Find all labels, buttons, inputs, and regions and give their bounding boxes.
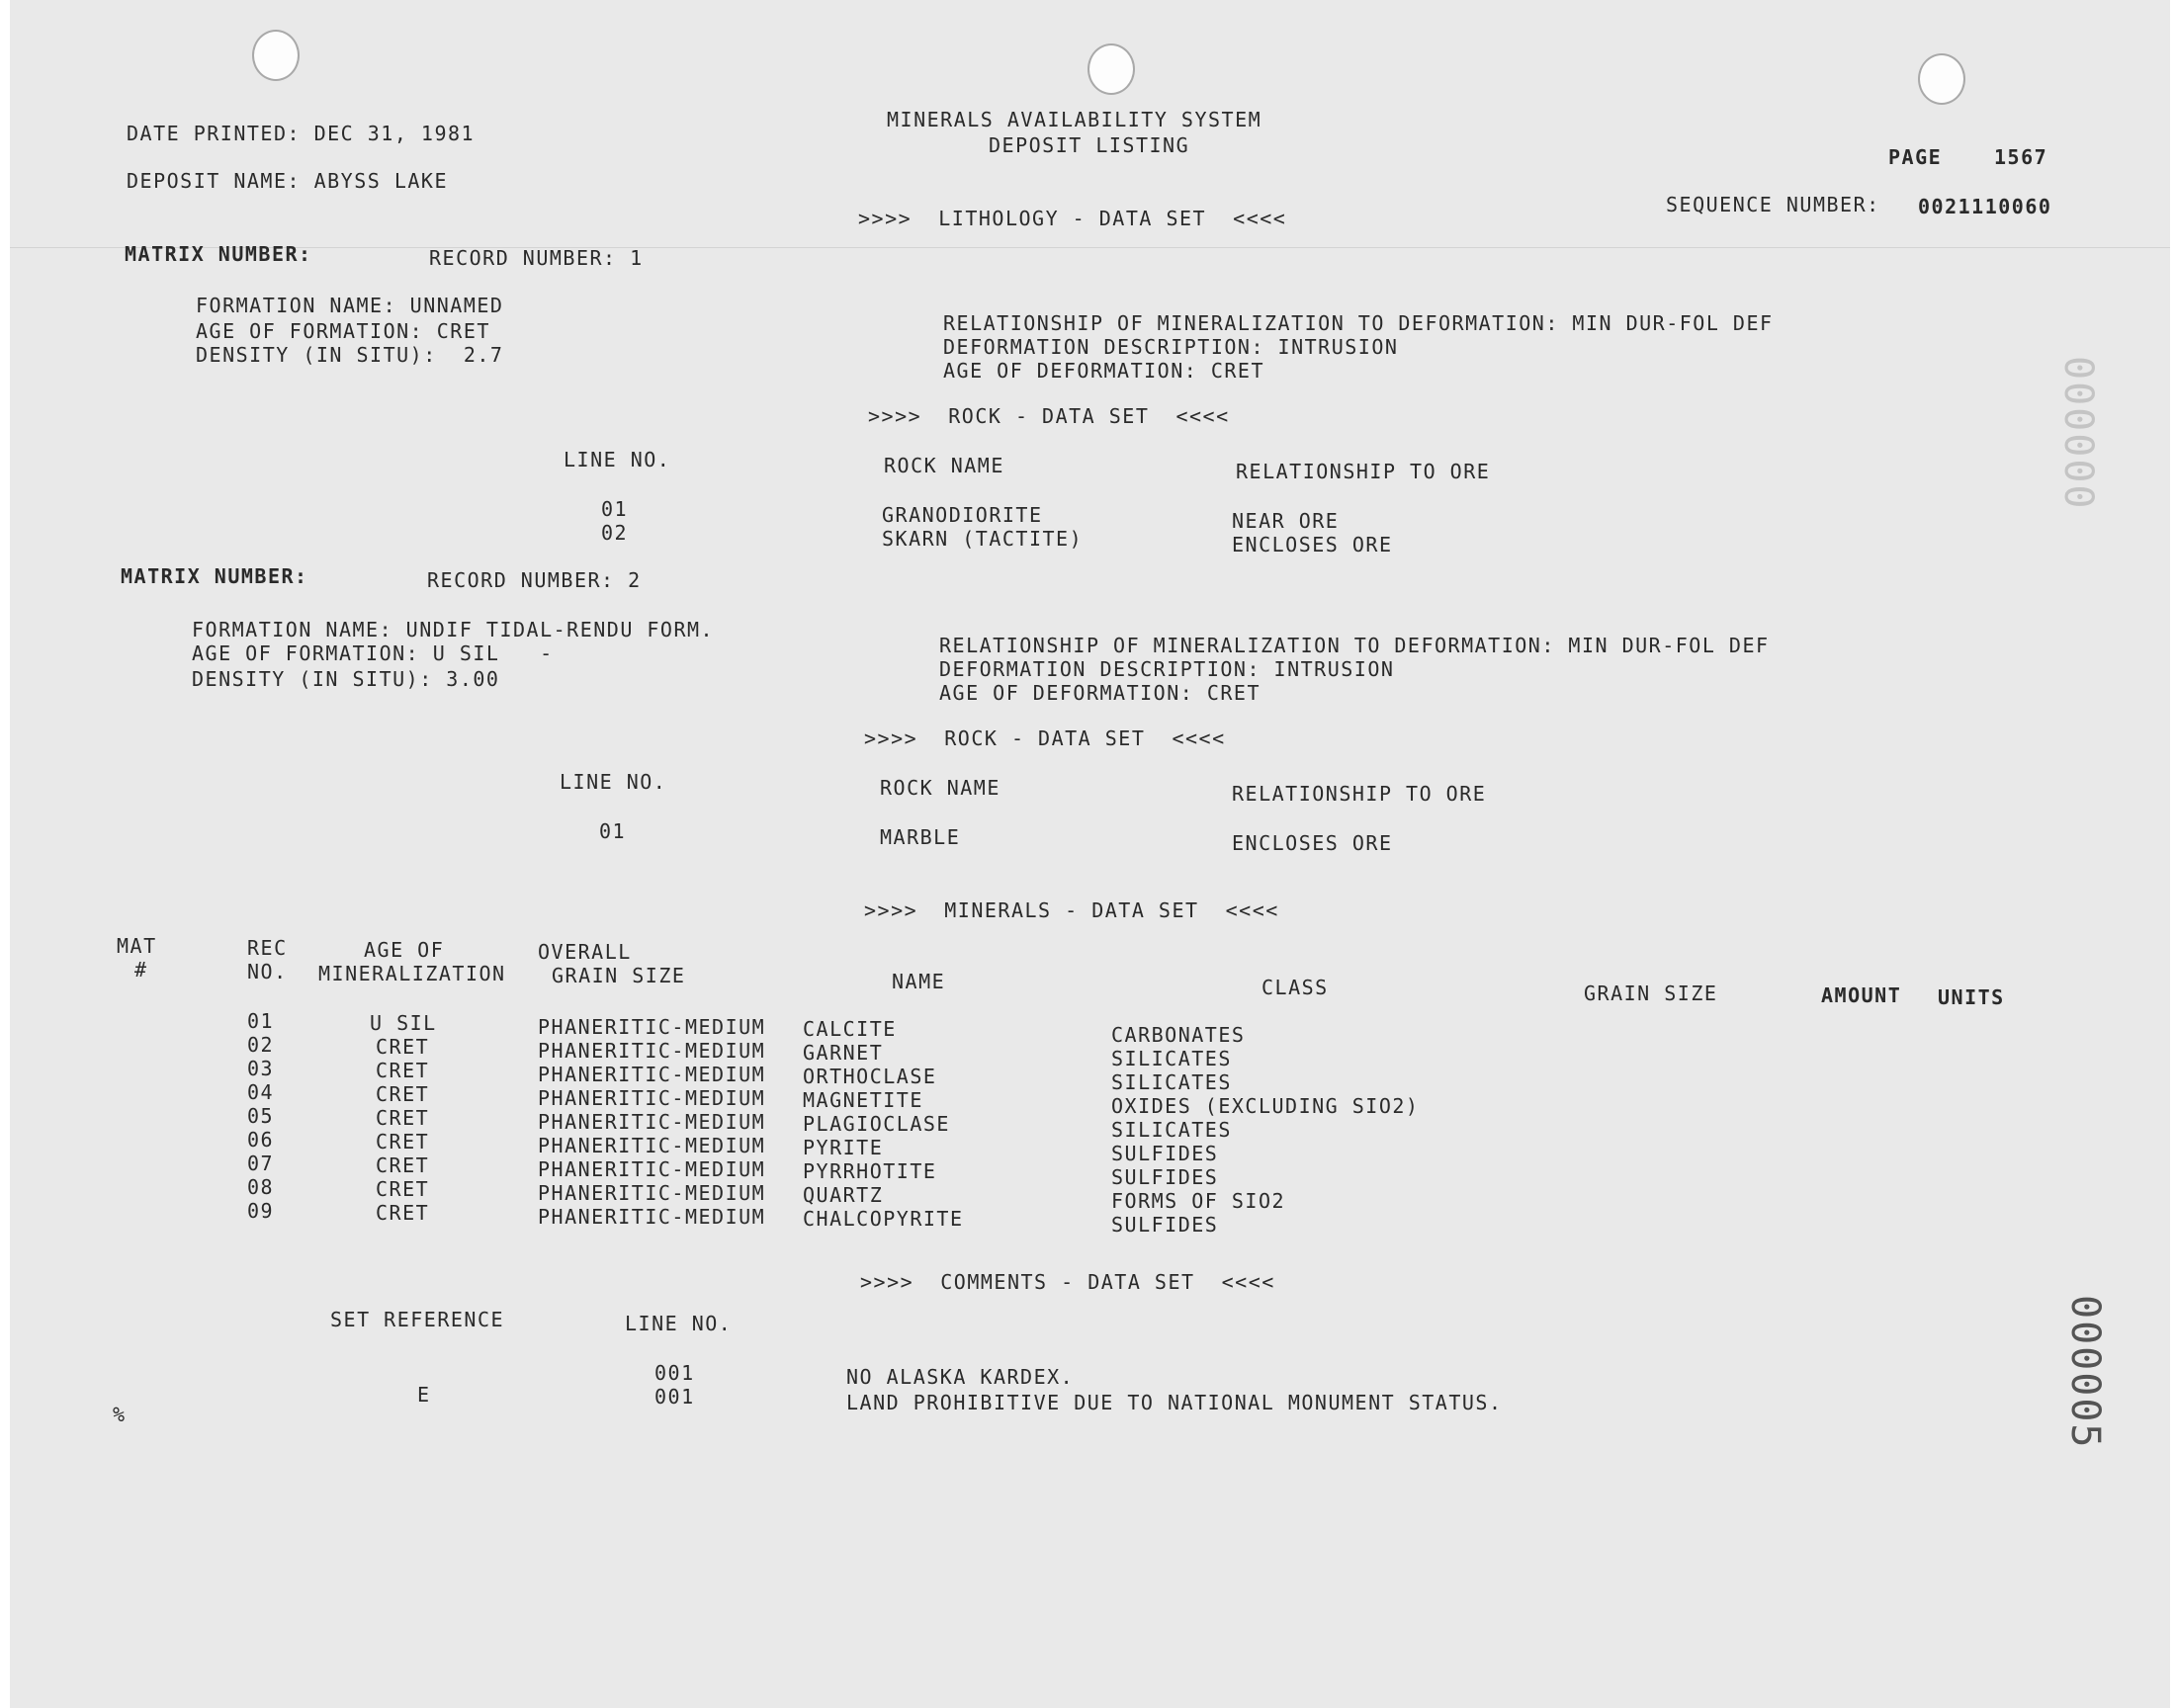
record-2-rock-1-relationship: ENCLOSES ORE — [1232, 831, 1393, 855]
mineral-row-1-rec: 01 — [247, 1009, 275, 1033]
minerals-col-overall: OVERALL — [538, 940, 632, 964]
mineral-row-5-name: PLAGIOCLASE — [803, 1112, 950, 1136]
mineral-row-7-class: SULFIDES — [1111, 1165, 1219, 1189]
record-2-deformation-description: DEFORMATION DESCRIPTION: INTRUSION — [939, 657, 1395, 681]
mineral-row-2-rec: 02 — [247, 1033, 275, 1057]
page-number: 1567 — [1994, 145, 2048, 169]
printout-page — [10, 0, 2170, 1708]
record-1-rock-heading: >>>> ROCK - DATA SET <<<< — [868, 404, 1230, 428]
mineral-row-5-class: SILICATES — [1111, 1118, 1232, 1142]
mineral-row-3-class: SILICATES — [1111, 1070, 1232, 1094]
mineral-row-5-age: CRET — [376, 1106, 430, 1130]
comment-2-text: LAND PROHIBITIVE DUE TO NATIONAL MONUMENT STATUS. — [846, 1391, 1503, 1414]
record-2-rock-1-line: 01 — [599, 819, 627, 843]
minerals-col-age-of: AGE OF — [364, 938, 445, 962]
record-2-col-line-no: LINE NO. — [560, 770, 667, 794]
comment-1-text: NO ALASKA KARDEX. — [846, 1365, 1075, 1389]
record-2-formation-name: FORMATION NAME: UNDIF TIDAL-RENDU FORM. — [192, 618, 715, 641]
mineral-row-7-age: CRET — [376, 1153, 430, 1177]
lithology-heading: >>>> LITHOLOGY - DATA SET <<<< — [858, 207, 1287, 230]
record-1-col-line-no: LINE NO. — [564, 448, 671, 471]
minerals-col-rec-no: NO. — [247, 960, 288, 983]
fold-line — [10, 247, 2170, 248]
record-1-record-number: RECORD NUMBER: 1 — [429, 246, 644, 270]
record-1-rock-1-name: GRANODIORITE — [882, 503, 1043, 527]
mineral-row-1-name: CALCITE — [803, 1017, 897, 1041]
minerals-col-class: CLASS — [1262, 976, 1329, 999]
system-title: MINERALS AVAILABILITY SYSTEM — [887, 108, 1262, 131]
mineral-row-5-grain: PHANERITIC-MEDIUM — [538, 1110, 766, 1134]
record-2-col-relationship: RELATIONSHIP TO ORE — [1232, 782, 1487, 806]
minerals-col-mineralization: MINERALIZATION — [318, 962, 506, 985]
mineral-row-1-grain: PHANERITIC-MEDIUM — [538, 1015, 766, 1039]
mineral-row-3-age: CRET — [376, 1059, 430, 1082]
comment-2-ref: E — [417, 1383, 431, 1407]
mineral-row-8-rec: 08 — [247, 1175, 275, 1199]
mineral-row-7-grain: PHANERITIC-MEDIUM — [538, 1157, 766, 1181]
comments-heading: >>>> COMMENTS - DATA SET <<<< — [860, 1270, 1275, 1294]
minerals-col-units: UNITS — [1938, 985, 2005, 1009]
minerals-col-overall-grain-size: GRAIN SIZE — [552, 964, 686, 987]
mineral-row-6-class: SULFIDES — [1111, 1142, 1219, 1165]
footer-mark: % — [113, 1403, 127, 1426]
mineral-row-4-rec: 04 — [247, 1080, 275, 1104]
record-2-record-number: RECORD NUMBER: 2 — [427, 568, 642, 592]
mineral-row-6-rec: 06 — [247, 1128, 275, 1152]
mineral-row-4-grain: PHANERITIC-MEDIUM — [538, 1086, 766, 1110]
record-2-age-of-deformation: AGE OF DEFORMATION: CRET — [939, 681, 1261, 705]
record-1-deformation-description: DEFORMATION DESCRIPTION: INTRUSION — [943, 335, 1399, 359]
mineral-row-1-class: CARBONATES — [1111, 1023, 1246, 1047]
comment-1-line: 001 — [654, 1361, 695, 1385]
record-2-matrix-label: MATRIX NUMBER: — [121, 564, 308, 588]
mineral-row-6-grain: PHANERITIC-MEDIUM — [538, 1134, 766, 1157]
mineral-row-9-grain: PHANERITIC-MEDIUM — [538, 1205, 766, 1229]
record-1-col-relationship: RELATIONSHIP TO ORE — [1236, 460, 1491, 483]
minerals-col-rec: REC — [247, 936, 288, 960]
mineral-row-9-class: SULFIDES — [1111, 1213, 1219, 1237]
record-1-rock-1-line: 01 — [601, 497, 629, 521]
minerals-heading: >>>> MINERALS - DATA SET <<<< — [864, 898, 1279, 922]
sequence-number: 0021110060 — [1918, 195, 2052, 218]
minerals-col-mat: MAT — [117, 934, 157, 958]
record-1-matrix-label: MATRIX NUMBER: — [125, 242, 312, 266]
comment-2-line: 001 — [654, 1385, 695, 1409]
date-printed: DATE PRINTED: DEC 31, 1981 — [127, 122, 476, 145]
mineral-row-3-grain: PHANERITIC-MEDIUM — [538, 1063, 766, 1086]
minerals-col-mat-hash: # — [134, 958, 148, 982]
record-2-relationship: RELATIONSHIP OF MINERALIZATION TO DEFORMATION: MIN DUR-FOL DEF — [939, 634, 1770, 657]
mineral-row-5-rec: 05 — [247, 1104, 275, 1128]
side-page-stamp: 000005 — [2062, 1295, 2108, 1450]
deposit-name: DEPOSIT NAME: ABYSS LAKE — [127, 169, 448, 193]
record-1-rock-2-line: 02 — [601, 521, 629, 545]
mineral-row-1-age: U SIL — [370, 1011, 437, 1035]
minerals-col-amount: AMOUNT — [1821, 983, 1902, 1007]
mineral-row-8-age: CRET — [376, 1177, 430, 1201]
punch-hole-right — [1918, 53, 1965, 105]
mineral-row-6-age: CRET — [376, 1130, 430, 1153]
mineral-row-4-age: CRET — [376, 1082, 430, 1106]
record-1-age-of-formation: AGE OF FORMATION: CRET — [196, 319, 490, 343]
mineral-row-8-grain: PHANERITIC-MEDIUM — [538, 1181, 766, 1205]
mineral-row-9-name: CHALCOPYRITE — [803, 1207, 964, 1231]
minerals-col-grain-size: GRAIN SIZE — [1584, 982, 1718, 1005]
mineral-row-3-name: ORTHOCLASE — [803, 1065, 937, 1088]
minerals-col-name: NAME — [892, 970, 946, 993]
faint-side-stamp: 000000 — [2055, 356, 2101, 511]
mineral-row-2-class: SILICATES — [1111, 1047, 1232, 1070]
record-2-density: DENSITY (IN SITU): 3.00 — [192, 667, 500, 691]
record-2-col-rock-name: ROCK NAME — [880, 776, 1000, 800]
comments-col-line-no: LINE NO. — [625, 1312, 733, 1335]
record-1-age-of-deformation: AGE OF DEFORMATION: CRET — [943, 359, 1264, 383]
sequence-label: SEQUENCE NUMBER: — [1666, 193, 1880, 216]
mineral-row-6-name: PYRITE — [803, 1136, 884, 1159]
mineral-row-2-age: CRET — [376, 1035, 430, 1059]
mineral-row-8-class: FORMS OF SIO2 — [1111, 1189, 1286, 1213]
mineral-row-2-name: GARNET — [803, 1041, 884, 1065]
mineral-row-7-rec: 07 — [247, 1152, 275, 1175]
page-label: PAGE — [1888, 145, 1943, 169]
record-1-col-rock-name: ROCK NAME — [884, 454, 1004, 477]
mineral-row-4-name: MAGNETITE — [803, 1088, 923, 1112]
mineral-row-3-rec: 03 — [247, 1057, 275, 1080]
mineral-row-7-name: PYRRHOTITE — [803, 1159, 937, 1183]
record-2-age-of-formation: AGE OF FORMATION: U SIL - — [192, 641, 554, 665]
mineral-row-9-rec: 09 — [247, 1199, 275, 1223]
record-1-formation-name: FORMATION NAME: UNNAMED — [196, 294, 504, 317]
record-2-rock-heading: >>>> ROCK - DATA SET <<<< — [864, 726, 1226, 750]
comments-col-set-reference: SET REFERENCE — [330, 1308, 505, 1331]
record-2-rock-1-name: MARBLE — [880, 825, 961, 849]
record-1-rock-2-relationship: ENCLOSES ORE — [1232, 533, 1393, 556]
mineral-row-9-age: CRET — [376, 1201, 430, 1225]
record-1-density: DENSITY (IN SITU): 2.7 — [196, 343, 504, 367]
record-1-rock-1-relationship: NEAR ORE — [1232, 509, 1340, 533]
mineral-row-4-class: OXIDES (EXCLUDING SIO2) — [1111, 1094, 1420, 1118]
record-1-rock-2-name: SKARN (TACTITE) — [882, 527, 1084, 551]
listing-title: DEPOSIT LISTING — [989, 133, 1190, 157]
punch-hole-center — [1088, 43, 1135, 95]
punch-hole-left — [252, 30, 300, 81]
record-1-relationship: RELATIONSHIP OF MINERALIZATION TO DEFORMATION: MIN DUR-FOL DEF — [943, 311, 1774, 335]
mineral-row-8-name: QUARTZ — [803, 1183, 884, 1207]
mineral-row-2-grain: PHANERITIC-MEDIUM — [538, 1039, 766, 1063]
